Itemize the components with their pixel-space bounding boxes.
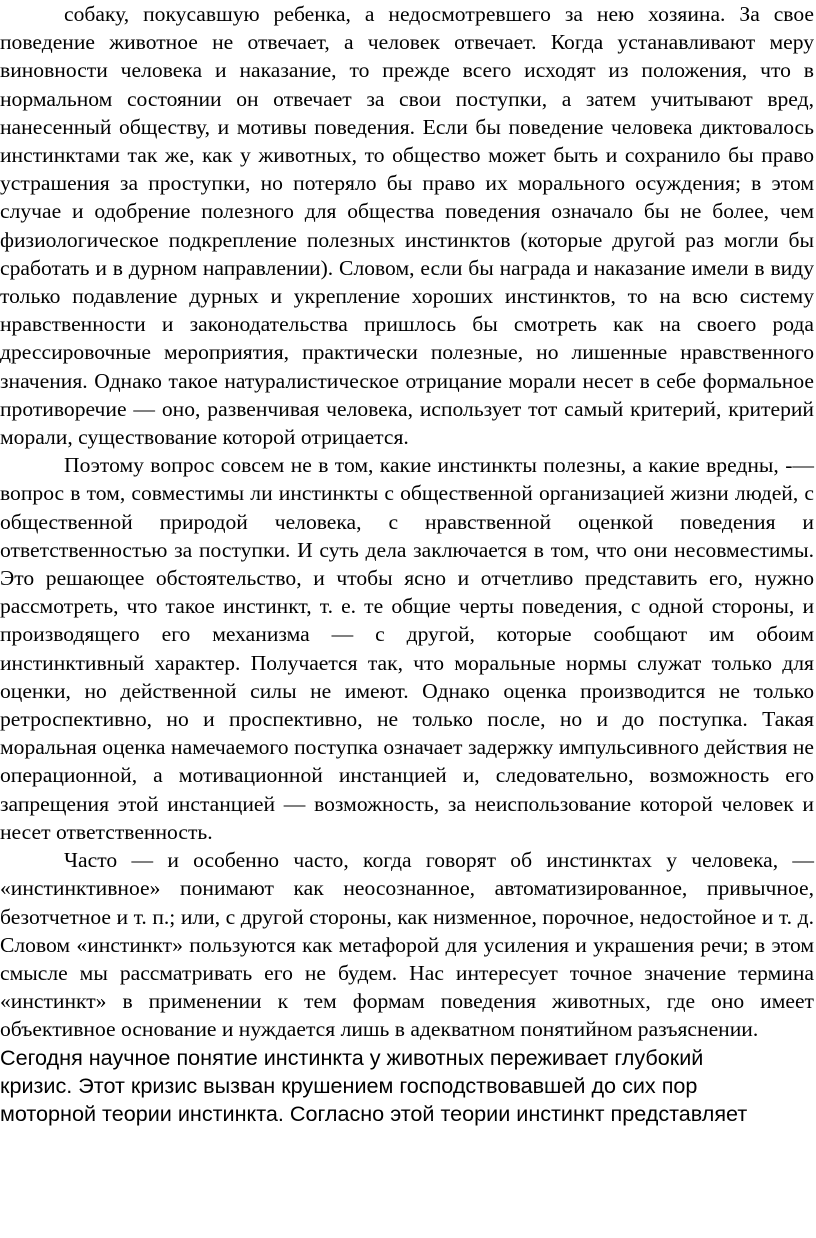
paragraph-1: собаку, покусавшую ребенка, а недосмотревшего за нею хозяина. За свое поведение животное не отвечает, а человек отвечает. Когда устанавливают меру виновности человека и наказание, то прежде всего исходят из положения, что в нормальном состоянии он отвечает за свои поступки, а затем учитывают вред, нанесенный обществу, и мотивы поведения. Если бы поведение человека диктовалось инстинктами так же, как у животных, то общество может быть и сохранило бы право устрашения за проступки, но потеряло бы право их морального осуждения; в этом случае и одобрение полезного для общества поведения означало бы не более, чем физиологическое подкрепление полезных инстинктов (которые другой раз могли бы сработать и в дурном направлении). Словом, если бы награда и наказание имели в виду только подавление дурных и укрепление хороших инстинктов, то на всю систему нравственности и законодательства пришлось бы смотреть как на своего рода дрессировочные мероприятия, практически полезные, но лишенные нравственного значения. Однако такое натуралистическое отрицание морали несет в себе формальное противоречие — оно, развенчивая человека, использует тот самый критерий, критерий морали, существование которой отрицается.	[0, 2, 814, 450]
paragraph-2: Поэтому вопрос совсем не в том, какие инстинкты полезны, а какие вредны, -— вопрос в том, совместимы ли инстинкты с общественной организацией жизни людей, с общественной природой человека, с нравственной оценкой поведения и ответственностью за поступки. И суть дела заключается в том, что они несовместимы. Это решающее обстоятельство, и чтобы ясно и отчетливо представить его, нужно рассмотреть, что такое инстинкт, т. е. те общие черты поведения, с одной стороны, и производящего его механизма — с другой, которые сообщают им обоим инстинктивный характер. Получается так, что моральные нормы служат только для оценки, но действенной силы не имеют. Однако оценка производится не только ретроспективно, но и проспективно, не только после, но и до поступка. Такая моральная оценка намечаемого поступка означает задержку импульсивного действия не операционной, а мотивационной инстанцией и, следовательно, возможность его запрещения этой инстанцией — возможность, за неиспользование которой человек и несет ответственность.	[0, 453, 814, 844]
paragraph-4: Сегодня научное понятие инстинкта у животных переживает глубокий кризис. Этот кризис вызван крушением господствовавшей до сих пор моторной теории инстинкта. Согласно этой теории инстинкт представляет	[0, 1044, 748, 1126]
paragraph-3: Часто — и особенно часто, когда говорят об инстинктах у человека, — «инстинктивное» понимают как неосознанное, автоматизированное, привычное, безотчетное и т. п.; или, с другой стороны, как низменное, порочное, недостойное и т. д. Словом «инстинкт» пользуются как метафорой для усиления и украшения речи; в этом смысле мы рассматривать его не будем. Нас интересует точное значение термина «инстинкт» в применении к тем формам поведения животных, где оно имеет объективное основание и нуждается лишь в адекватном понятийном разъяснении.	[0, 848, 814, 1042]
